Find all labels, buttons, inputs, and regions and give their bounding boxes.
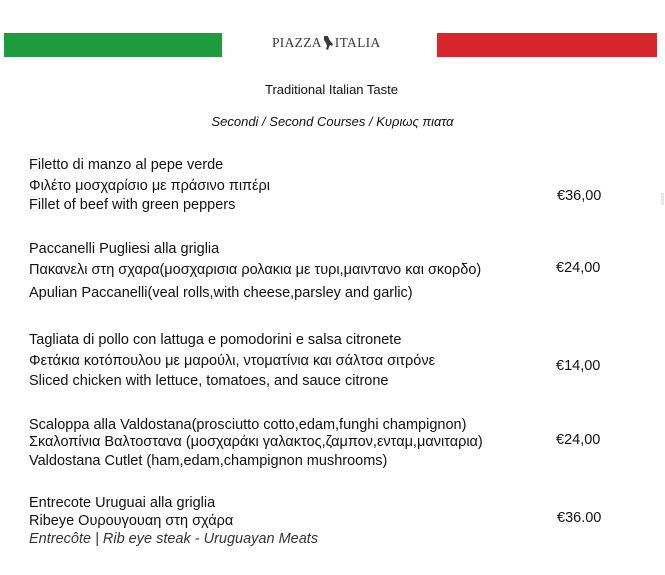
menu-item-2-greek: Πακανελι στη σχαρα(μοσχαρισια ρολακια με τυρι,μαινтανο και σκορδο) <box>29 262 482 278</box>
menu-item-2-price: €24,00 <box>556 260 601 276</box>
menu-item-3-greek: Φετάκια κοτόπουλου με μαρούλι, ντοματίνια και σάλτσα σιτρόνε <box>29 353 436 369</box>
menu-item-2-italian: Paccanelli Pugliesi alla griglia <box>29 241 220 257</box>
menu-item-5-price: €36.00 <box>557 510 602 526</box>
logo-text-left: PIAZZA <box>272 35 322 50</box>
menu-item-1-price: €36,00 <box>557 188 602 204</box>
flag-stripe-green <box>4 33 222 57</box>
menu-item-1-english: Fillet of beef with green peppers <box>29 197 236 213</box>
menu-item-4-english: Valdostana Cutlet (ham,edam,champignon mushrooms) <box>29 453 388 469</box>
menu-item-5-english: Entrecôte | Rib eye steak - Uruguayan Meats <box>29 531 319 547</box>
menu-item-3-italian: Tagliata di pollo con lattuga e pomodorini e salsa citronete <box>29 332 402 348</box>
logo-text-right: ITALIA <box>334 35 381 50</box>
section-title: Secondi / Second Courses / Κυριως πιατα <box>211 114 454 129</box>
menu-item-2-english: Apulian Paccanelli(veal rolls,with cheese,parsley and garlic) <box>29 285 413 301</box>
menu-item-1-italian: Filetto di manzo al pepe verde <box>29 157 224 173</box>
menu-item-4-italian: Scaloppa alla Valdostana(prosciutto cotto,edam,funghi champignon) <box>29 417 467 433</box>
tagline: Traditional Italian Taste <box>265 82 398 97</box>
menu-item-5-italian: Entrecote Uruguai alla griglia <box>29 495 216 511</box>
menu-item-5-greek: Ribeye Ουρουγουαη στη σχάρα <box>29 513 234 529</box>
menu-item-3-price: €14,00 <box>556 358 601 374</box>
menu-item-4-price: €24,00 <box>556 432 601 448</box>
menu-item-4-greek: Σκαλοπίνια Βαλτοσταvα (μοσχαράκι γαλακτος,ζαμπον,ενταμ,μανιταρια) <box>29 434 483 450</box>
edge-mark <box>661 193 664 205</box>
menu-item-3-english: Sliced chicken with lettuce, tomatoes, and sauce citrone <box>29 373 389 389</box>
flag-stripe-red <box>437 33 657 57</box>
logo <box>272 33 387 53</box>
menu-item-1-greek: Φιλέτο μοσχαρίσιο με πράσινο πιπέρι <box>29 178 270 194</box>
italy-boot-icon <box>323 35 334 51</box>
